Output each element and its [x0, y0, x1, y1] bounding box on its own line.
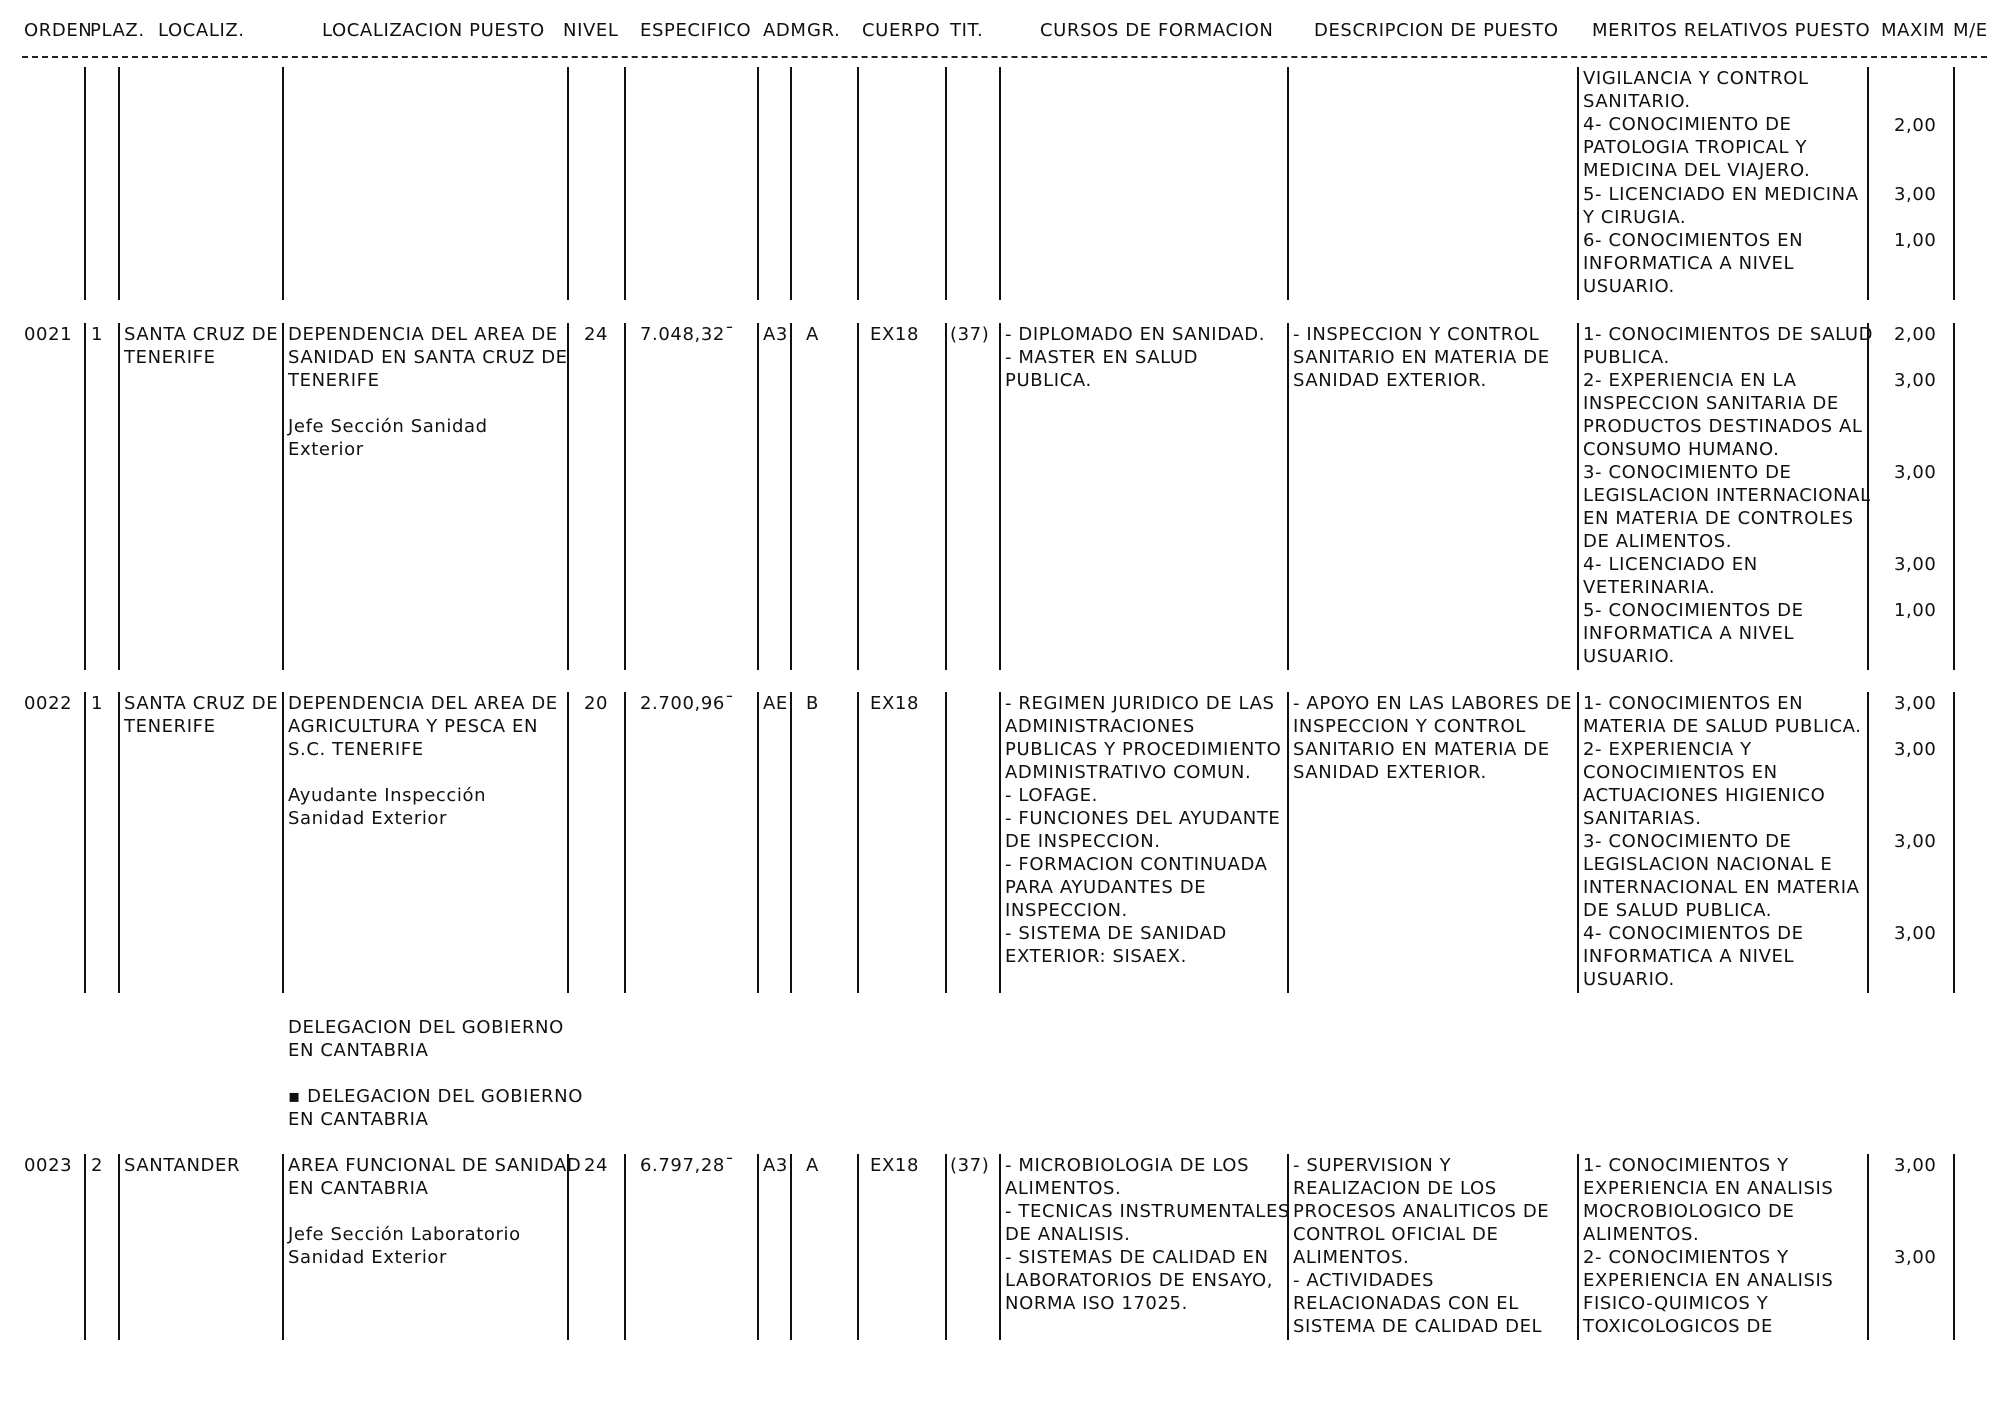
r21-localiz: SANTA CRUZ DE TENERIFE [124, 324, 279, 368]
column-rule [118, 67, 120, 300]
r21-merito-1: 1- CONOCIMIENTOS DE SALUD PUBLICA. [1583, 324, 1874, 368]
column-rule [1577, 67, 1579, 300]
header-gr: GR. [807, 20, 841, 41]
column-rule [790, 67, 792, 300]
column-rule [1867, 67, 1869, 300]
header-divider [22, 56, 1987, 58]
column-rule [945, 323, 947, 670]
r22-descripcion: - APOYO EN LAS LABORES DE INSPECCION Y CONTROL SANITARIO EN MATERIA DE SANIDAD EXTERIOR. [1293, 693, 1573, 783]
column-rule [282, 323, 284, 670]
r23-merito-2: 2- CONOCIMIENTOS Y EXPERIENCIA EN ANALISIS FISICO-QUIMICOS Y TOXICOLOGICOS DE [1583, 1247, 1834, 1337]
r21-maxim-3: 3,00 [1894, 462, 1937, 483]
r22-maxim-1: 3,00 [1894, 693, 1937, 714]
column-rule [118, 1154, 120, 1340]
cont-maxim-5: 3,00 [1894, 184, 1937, 205]
r23-localiz: SANTANDER [124, 1155, 241, 1176]
column-rule [757, 67, 759, 300]
r21-merito-2: 2- EXPERIENCIA EN LA INSPECCION SANITARIA DE PRODUCTOS DESTINADOS AL CONSUMO HUMANO. [1583, 370, 1863, 460]
r22-cargo: Ayudante Inspección Sanidad Exterior [288, 785, 487, 829]
r22-merito-4: 4- CONOCIMIENTOS DE INFORMATICA A NIVEL USUARIO. [1583, 923, 1804, 990]
r22-maxim-2: 3,00 [1894, 739, 1937, 760]
column-rule [282, 67, 284, 300]
r21-cursos: - DIPLOMADO EN SANIDAD. - MASTER EN SALUD PUBLICA. [1005, 324, 1266, 391]
column-rule [118, 692, 120, 993]
r23-merito-1: 1- CONOCIMIENTOS Y EXPERIENCIA EN ANALISIS MOCROBIOLOGICO DE ALIMENTOS. [1583, 1155, 1834, 1245]
header-maxim: MAXIM [1881, 20, 1946, 41]
column-rule [84, 67, 86, 300]
column-rule [624, 1154, 626, 1340]
r22-merito-1: 1- CONOCIMIENTOS EN MATERIA DE SALUD PUBLICA. [1583, 693, 1862, 737]
column-rule [1287, 67, 1289, 300]
column-rule [84, 1154, 86, 1340]
r22-localiz: SANTA CRUZ DE TENERIFE [124, 693, 279, 737]
r21-merito-5: 5- CONOCIMIENTOS DE INFORMATICA A NIVEL USUARIO. [1583, 600, 1804, 667]
column-rule [857, 67, 859, 300]
column-rule [945, 692, 947, 993]
column-rule [1287, 692, 1289, 993]
column-rule [857, 1154, 859, 1340]
r23-descripcion: - SUPERVISION Y REALIZACION DE LOS PROCESOS ANALITICOS DE CONTROL OFICIAL DE ALIMENTOS. - ACTIVIDADES RELACIONADAS CON EL SISTEMA DE CALIDAD DEL [1293, 1155, 1550, 1337]
column-rule [1953, 67, 1955, 300]
column-rule [757, 1154, 759, 1340]
r21-adm: A3 [763, 324, 788, 345]
r23-adm: A3 [763, 1155, 788, 1176]
column-rule [118, 323, 120, 670]
r23-gr: A [806, 1155, 819, 1176]
cont-merito-4: VIGILANCIA Y CONTROL SANITARIO. 4- CONOCIMIENTO DE PATOLOGIA TROPICAL Y MEDICINA DEL VIAJERO. [1583, 68, 1811, 181]
column-rule [1953, 692, 1955, 993]
r21-maxim-1: 2,00 [1894, 324, 1937, 345]
r21-merito-4: 4- LICENCIADO EN VETERINARIA. [1583, 554, 1758, 598]
r21-descripcion: - INSPECCION Y CONTROL SANITARIO EN MATERIA DE SANIDAD EXTERIOR. [1293, 324, 1550, 391]
section-subtitle: ▪ DELEGACION DEL GOBIERNO EN CANTABRIA [288, 1086, 584, 1130]
header-nivel: NIVEL [563, 20, 619, 41]
column-rule [857, 692, 859, 993]
cont-maxim-6: 1,00 [1894, 230, 1937, 251]
column-rule [999, 692, 1001, 993]
r22-puesto: DEPENDENCIA DEL AREA DE AGRICULTURA Y PESCA EN S.C. TENERIFE [288, 693, 558, 760]
r22-merito-3: 3- CONOCIMIENTO DE LEGISLACION NACIONAL E INTERNACIONAL EN MATERIA DE SALUD PUBLICA. [1583, 831, 1860, 921]
column-rule [567, 692, 569, 993]
r23-cargo: Jefe Sección Laboratorio Sanidad Exterior [288, 1224, 521, 1268]
r21-maxim-5: 1,00 [1894, 600, 1937, 621]
column-rule [790, 1154, 792, 1340]
column-rule [999, 1154, 1001, 1340]
r22-cursos: - REGIMEN JURIDICO DE LAS ADMINISTRACIONES PUBLICAS Y PROCEDIMIENTO ADMINISTRATIVO COMUN. - LOFAGE. - FUNCIONES DEL AYUDANTE DE INSPECCION. - FORMACION CONTINUADA PARA AYUDANTES DE INSPECCION. - SISTEMA DE SANIDAD EXTERIOR: SISAEX. [1005, 693, 1282, 967]
column-rule [1577, 692, 1579, 993]
cont-merito-5: 5- LICENCIADO EN MEDICINA Y CIRUGIA. [1583, 184, 1859, 228]
r21-nivel: 24 [584, 324, 609, 345]
r23-cursos: - MICROBIOLOGIA DE LOS ALIMENTOS. - TECNICAS INSTRUMENTALES DE ANALISIS. - SISTEMAS DE CALIDAD EN LABORATORIOS DE ENSAYO, NORMA ISO 17025. [1005, 1155, 1290, 1314]
r23-plaz: 2 [91, 1155, 104, 1176]
column-rule [1867, 692, 1869, 993]
column-rule [624, 323, 626, 670]
header-localiz: LOCALIZ. [158, 20, 245, 41]
r23-especifico: 6.797,28¯ [640, 1155, 735, 1176]
r23-maxim-2: 3,00 [1894, 1247, 1937, 1268]
cont-maxim-4: 2,00 [1894, 115, 1937, 136]
r21-plaz: 1 [91, 324, 104, 345]
column-rule [999, 323, 1001, 670]
column-rule [1287, 323, 1289, 670]
header-meritos: MERITOS RELATIVOS PUESTO [1592, 20, 1871, 41]
column-rule [282, 692, 284, 993]
r21-tit: (37) [950, 324, 990, 345]
column-rule [945, 1154, 947, 1340]
column-rule [624, 67, 626, 300]
r21-puesto: DEPENDENCIA DEL AREA DE SANIDAD EN SANTA CRUZ DE TENERIFE [288, 324, 568, 391]
r22-orden: 0022 [24, 693, 73, 714]
header-localizacion-puesto: LOCALIZACION PUESTO [322, 20, 545, 41]
column-rule [1953, 1154, 1955, 1340]
column-rule [757, 692, 759, 993]
header-orden: ORDEN [24, 20, 93, 41]
r21-cargo: Jefe Sección Sanidad Exterior [288, 416, 488, 460]
column-rule [1953, 323, 1955, 670]
cont-merito-6: 6- CONOCIMIENTOS EN INFORMATICA A NIVEL USUARIO. [1583, 230, 1804, 297]
column-rule [790, 692, 792, 993]
r23-orden: 0023 [24, 1155, 73, 1176]
r22-maxim-3: 3,00 [1894, 831, 1937, 852]
r23-tit: (37) [950, 1155, 990, 1176]
header-tit: TIT. [950, 20, 984, 41]
r22-especifico: 2.700,96¯ [640, 693, 735, 714]
r23-cuerpo: EX18 [870, 1155, 920, 1176]
header-descripcion: DESCRIPCION DE PUESTO [1314, 20, 1559, 41]
r22-maxim-4: 3,00 [1894, 923, 1937, 944]
column-rule [624, 692, 626, 993]
column-rule [1867, 1154, 1869, 1340]
r22-cuerpo: EX18 [870, 693, 920, 714]
r21-merito-3: 3- CONOCIMIENTO DE LEGISLACION INTERNACIONAL EN MATERIA DE CONTROLES DE ALIMENTOS. [1583, 462, 1871, 552]
column-rule [999, 67, 1001, 300]
header-me: M/E [1953, 20, 1988, 41]
r21-especifico: 7.048,32¯ [640, 324, 735, 345]
column-rule [945, 67, 947, 300]
header-cursos: CURSOS DE FORMACION [1040, 20, 1274, 41]
r23-maxim-1: 3,00 [1894, 1155, 1937, 1176]
r22-adm: AE [763, 693, 788, 714]
r23-nivel: 24 [584, 1155, 609, 1176]
header-plaz: PLAZ. [90, 20, 145, 41]
column-rule [567, 67, 569, 300]
column-rule [790, 323, 792, 670]
r22-nivel: 20 [584, 693, 609, 714]
header-adm: ADM [763, 20, 807, 41]
r22-plaz: 1 [91, 693, 104, 714]
column-rule [1577, 323, 1579, 670]
r21-maxim-4: 3,00 [1894, 554, 1937, 575]
section-title: DELEGACION DEL GOBIERNO EN CANTABRIA [288, 1017, 564, 1061]
r21-maxim-2: 3,00 [1894, 370, 1937, 391]
r21-cuerpo: EX18 [870, 324, 920, 345]
column-rule [1577, 1154, 1579, 1340]
header-cuerpo: CUERPO [862, 20, 941, 41]
header-especifico: ESPECIFICO [640, 20, 752, 41]
column-rule [282, 1154, 284, 1340]
column-rule [757, 323, 759, 670]
r23-puesto: AREA FUNCIONAL DE SANIDAD EN CANTABRIA [288, 1155, 582, 1199]
column-rule [857, 323, 859, 670]
r21-gr: A [806, 324, 819, 345]
column-rule [84, 692, 86, 993]
r22-merito-2: 2- EXPERIENCIA Y CONOCIMIENTOS EN ACTUACIONES HIGIENICO SANITARIAS. [1583, 739, 1826, 829]
column-rule [84, 323, 86, 670]
r21-orden: 0021 [24, 324, 73, 345]
r22-gr: B [806, 693, 819, 714]
